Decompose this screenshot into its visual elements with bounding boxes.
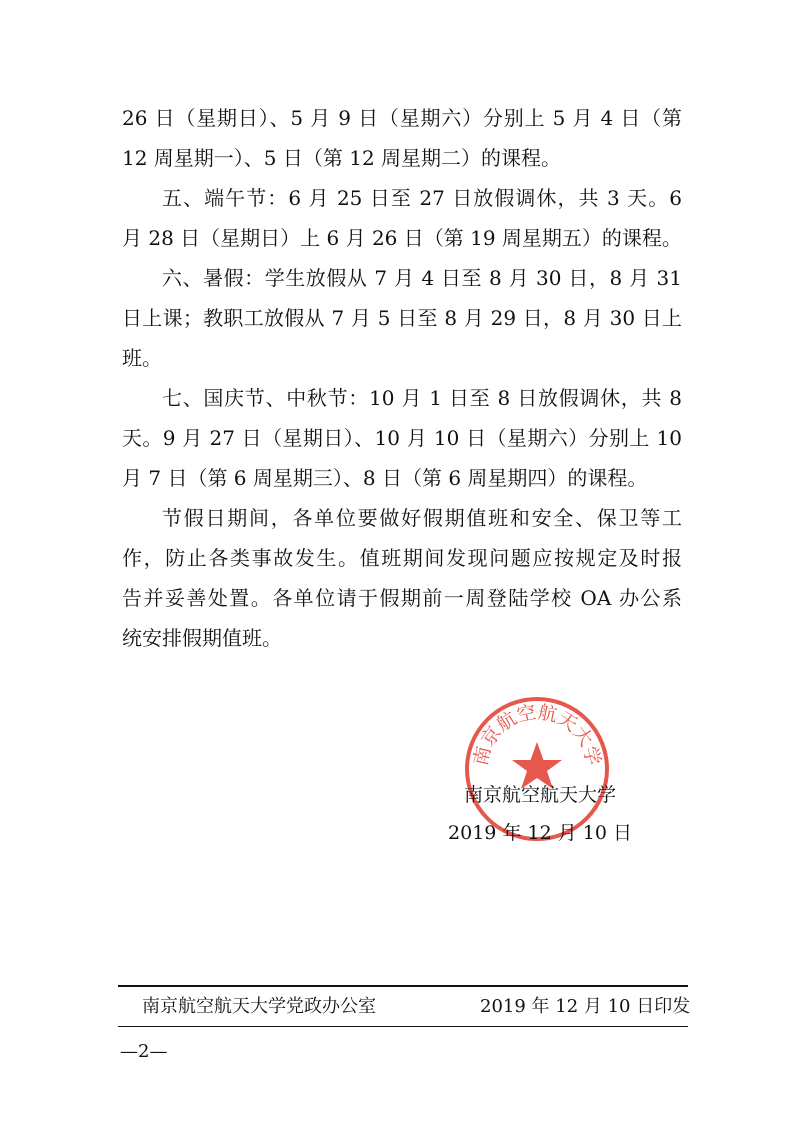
body-line: 12 周星期一）、5 日（第 12 周星期二）的课程。 [122,146,562,170]
footer-issue-date: 2019 年 12 月 10 日印发 [480,996,691,1017]
body-line: 六、暑假：学生放假从 7 月 4 日至 8 月 30 日，8 月 31 [162,266,682,290]
signature-date: 2019 年 12 月 10 日 [448,822,632,844]
document-body [122,98,682,658]
signature-block [440,776,640,852]
body-line: 七、国庆节、中秋节：10 月 1 日至 8 日放假调休，共 8 [162,386,682,410]
body-line: 班。 [122,346,162,370]
signature-org: 南京航空航天大学 [463,784,616,806]
body-line: 日上课；教职工放假从 7 月 5 日至 8 月 29 日，8 月 30 日上 [122,306,682,330]
body-line: 告并妥善处置。各单位请于假期前一周登陆学校 OA 办公系 [122,586,682,610]
body-line: 26 日（星期日）、5 月 9 日（星期六）分别上 5 月 4 日（第 [122,106,682,130]
body-line: 节假日期间，各单位要做好假期值班和安全、保卫等工 [162,506,682,530]
body-line: 统安排假期值班。 [122,626,282,650]
body-line: 月 7 日（第 6 周星期三）、8 日（第 6 周星期四）的课程。 [122,466,648,490]
footer-issuer: 南京航空航天大学党政办公室 [142,996,376,1017]
body-line: 作，防止各类事故发生。值班期间发现问题应按规定及时报 [122,546,682,570]
body-line: 天。9 月 27 日（星期日）、10 月 10 日（星期六）分别上 10 [122,426,682,450]
footer-divider [118,985,688,987]
page-number: —2— [120,1041,168,1062]
footer-divider [118,1026,688,1027]
seal-text: 南京航空航天大学 [469,701,605,768]
body-line: 月 28 日（星期日）上 6 月 26 日（第 19 周星期五）的课程。 [122,226,682,250]
body-line: 五、端午节：6 月 25 日至 27 日放假调休，共 3 天。6 [162,186,682,210]
